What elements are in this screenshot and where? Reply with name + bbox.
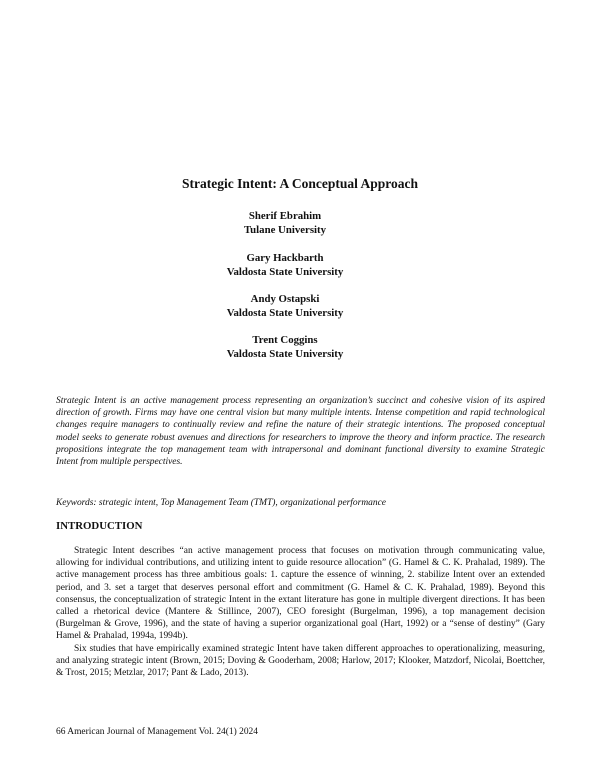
body-text	[56, 545, 545, 679]
author-name: Sherif Ebrahim	[248, 210, 322, 222]
author-block-4	[0, 333, 570, 361]
paper-title: Strategic Intent: A Conceptual Approach	[181, 176, 418, 191]
author-affiliation: Valdosta State University	[226, 266, 344, 278]
page-footer: 66 American Journal of Management Vol. 24(1) 2024	[56, 727, 258, 737]
author-block-3	[0, 292, 570, 320]
keywords: Keywords: strategic intent, Top Management Team (TMT), organizational performance	[56, 498, 386, 508]
author-block-1	[0, 209, 570, 237]
paragraph: Strategic Intent describes “an active management process that focuses on motivation through communicating value, allowing for individual contributions, and utilizing intent to guide resource allocation” (G. Hamel & C. K. Prahalad, 1989). The active management process has three ambitious goals: 1. capture the essence of winning, 2. stabilize Intent over an extended period, and 3. set a target that deserves personal effort and commitment (G. Hamel & C. K. Prahalad, 1989). Beyond this consensus, the conceptualization of strategic Intent in the extant literature has gone in multiple divergent directions. It has been called a rhetorical device (Mantere & Stillince, 2007), CEO foresight (Burgelman, 1996), a top management decision (Burgelman & Grove, 1996), and the state of having a superior organizational goal (Hart, 1992) or a “sense of destiny” (Gary Hamel & Prahalad, 1994a, 1994b).	[56, 546, 545, 642]
abstract: Strategic Intent is an active management process representing an organization’s succinct and cohesive vision of its aspired direction of growth. Firms may have one central vision but many multiple intents. Intense competition and rapid technological changes require managers to continually review and refine the nature of their strategic intentions. The proposed conceptual model seeks to generate robust avenues and directions for researchers to improve the theory and inform practice. The research propositions integrate the top management team with intrapersonal and dominant functional diversity to examine Strategic Intent from multiple perspectives.	[56, 396, 545, 468]
author-affiliation: Valdosta State University	[226, 348, 344, 360]
author-name: Gary Hackbarth	[246, 252, 324, 264]
author-name: Trent Coggins	[252, 334, 318, 346]
author-block-2	[0, 251, 570, 279]
author-affiliation: Tulane University	[243, 224, 327, 236]
author-name: Andy Ostapski	[250, 293, 320, 305]
paragraph: Six studies that have empirically examined strategic Intent have taken different approaches to operationalizing, measuring, and analyzing strategic intent (Brown, 2015; Doving & Gooderham, 2008; Harlow, 2017; Klooker, Matzdorf, Nicolai, Boettcher, & Trost, 2015; Metzlar, 2017; Pant & Lado, 2013).	[56, 643, 545, 679]
author-affiliation: Valdosta State University	[226, 307, 344, 319]
section-heading: INTRODUCTION	[56, 520, 143, 532]
